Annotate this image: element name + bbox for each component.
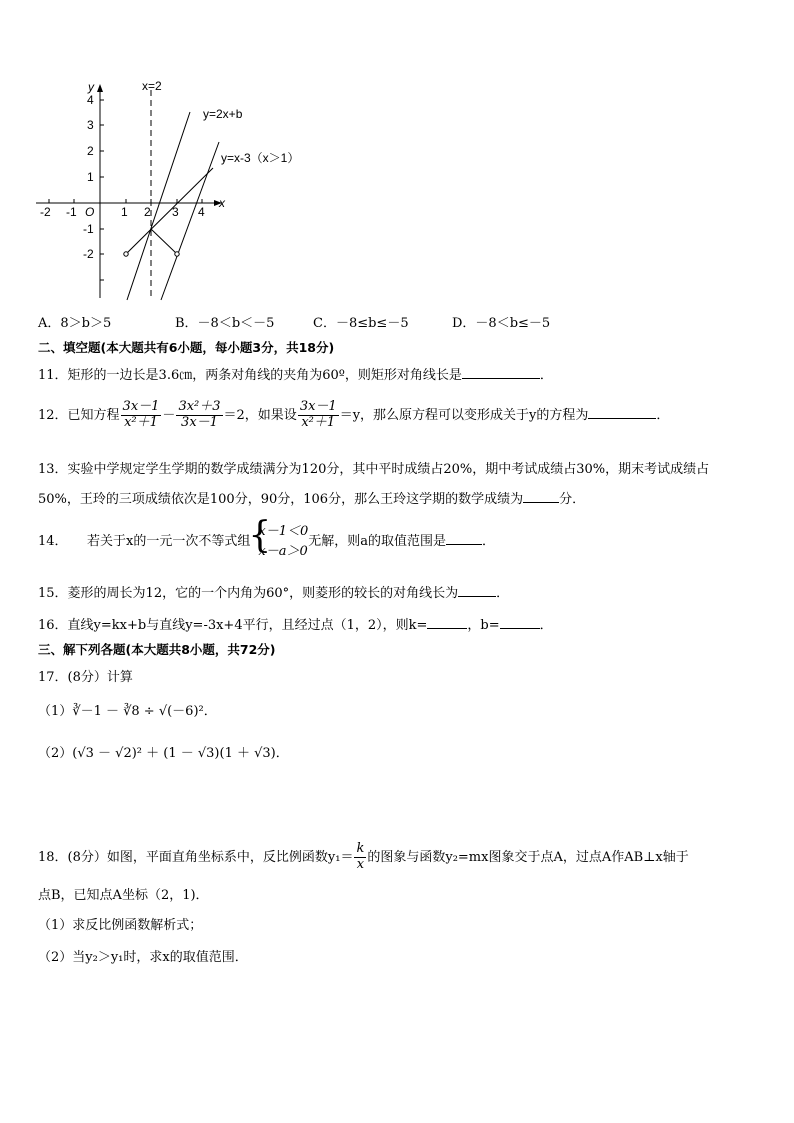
question-18: 18．(8分）如图，平面直角坐标系中，反比例函数y₁＝ $\frac{k}{x}$ 的图象与函数y₂=mx图象交于点A，过点A作AB⊥x轴于 <box>38 841 689 872</box>
question-15: 15．菱形的周长为12，它的一个内角为60°，则菱形的较长的对角线长为 ． <box>38 582 509 601</box>
svg-text:-1: -1 <box>83 222 94 236</box>
fraction-k-over-x: $\frac{k}{x}$ <box>356 841 365 872</box>
y-axis-arrow <box>97 84 103 92</box>
choice-c[interactable]: C．－8≤b≤－5 <box>313 316 409 331</box>
line1-label: y=2x+b <box>203 107 243 121</box>
open-point-1 <box>124 252 128 256</box>
fraction-3: $\frac{3x-1}{\text{x²＋1}}$ <box>299 399 337 430</box>
choice-b[interactable]: B．－8＜b＜－5 <box>175 316 275 331</box>
fraction-1: $\frac{3x-1}{\text{x²＋1}}$ <box>122 399 160 430</box>
question-18-part-2: （2）当y₂＞y₁时，求x的取值范围． <box>38 950 248 965</box>
svg-text:1: 1 <box>121 205 128 219</box>
svg-text:2: 2 <box>144 205 151 219</box>
section-fill-blank-heading: 二、填空题(本大题共有6小题，每小题3分，共18分) <box>38 340 335 355</box>
question-13-line-2: 50%，王玲的三项成绩依次是100分，90分，106分，那么王玲这学期的数学成绩为 分． <box>38 488 585 507</box>
choice-a[interactable]: A．8＞b＞5 <box>38 316 112 331</box>
open-point-2 <box>175 252 179 256</box>
question-17-part-1: （1）∛－1 － ∛8 ÷ √(－6)²． <box>38 704 217 719</box>
question-13-line-1: 13．实验中学规定学生学期的数学成绩满分为120分，其中平时成绩占20%，期中考试成绩占30%，期末考试成绩占 <box>38 462 710 477</box>
question-11: 11．矩形的一边长是3.6㎝，两条对角线的夹角为60º，则矩形对角线长是 ． <box>38 364 553 383</box>
answer-blank-16-b[interactable] <box>500 614 540 629</box>
svg-text:-1: -1 <box>66 205 77 219</box>
line2-label: y=x-3（x＞1） <box>221 151 300 165</box>
reflected-segment <box>151 229 177 254</box>
question-12: 12．已知方程 $\frac{3x-1}{\text{x²＋1}}$ － $\frac{\text{3x²＋3}}{3x-1}$ ＝2，如果设 $\frac{3x-1}{\text{x²＋1}}$ ＝y，那么原方程可以变形成关于y的方程为 ． <box>38 399 670 430</box>
question-17-part-2: （2）(√3 － √2)² ＋ (1 － √3)(1 ＋ √3)． <box>38 746 289 761</box>
svg-text:3: 3 <box>172 205 179 219</box>
line-y-2x-plus-b <box>127 112 190 300</box>
origin-label: O <box>85 205 95 219</box>
question-18-line-2: 点B，已知点A坐标（2，1)． <box>38 888 209 903</box>
vline-label: x=2 <box>142 79 162 93</box>
svg-text:3: 3 <box>87 118 94 132</box>
line-y-2x-plus-b-2 <box>161 142 219 300</box>
svg-text:4: 4 <box>198 205 205 219</box>
expression-17-1: ∛－1 － ∛8 ÷ √(－6)² <box>72 704 204 719</box>
answer-blank-12[interactable] <box>588 404 656 419</box>
answer-blank-14[interactable] <box>446 530 482 545</box>
svg-text:-2: -2 <box>40 205 51 219</box>
answer-blank-15[interactable] <box>458 582 496 597</box>
y-axis-label: y <box>88 80 94 94</box>
question-17: 17．(8分）计算 <box>38 670 133 685</box>
x-axis-label: x <box>219 196 225 210</box>
section-solve-heading: 三、解下列各题(本大题共8小题，共72分) <box>38 642 276 657</box>
answer-blank-13[interactable] <box>523 488 559 503</box>
choice-d[interactable]: D．－8＜b≤－5 <box>452 316 551 331</box>
question-16: 16．直线y=kx+b与直线y=-3x+4平行，且经过点（1，2），则k= ，b= ． <box>38 614 553 633</box>
inequality-system: { x－1＜0 x－a＞0 <box>248 515 309 559</box>
svg-text:2: 2 <box>87 144 94 158</box>
expression-17-2: (√3 － √2)² ＋ (1 － √3)(1 ＋ √3) <box>72 746 276 761</box>
svg-text:4: 4 <box>87 93 94 107</box>
function-graph <box>30 76 320 302</box>
answer-blank-11[interactable] <box>462 364 540 379</box>
question-18-part-1: （1）求反比例函数解析式； <box>38 918 203 933</box>
fraction-2: $\frac{\text{3x²＋3}}{3x-1}$ <box>178 399 221 430</box>
svg-text:-2: -2 <box>83 247 94 261</box>
svg-text:1: 1 <box>87 170 94 184</box>
answer-blank-16-k[interactable] <box>427 614 467 629</box>
question-14: 14． 若关于x的一元一次不等式组 { x－1＜0 x－a＞0 无解，则a的取值范围是 ． <box>38 522 495 561</box>
